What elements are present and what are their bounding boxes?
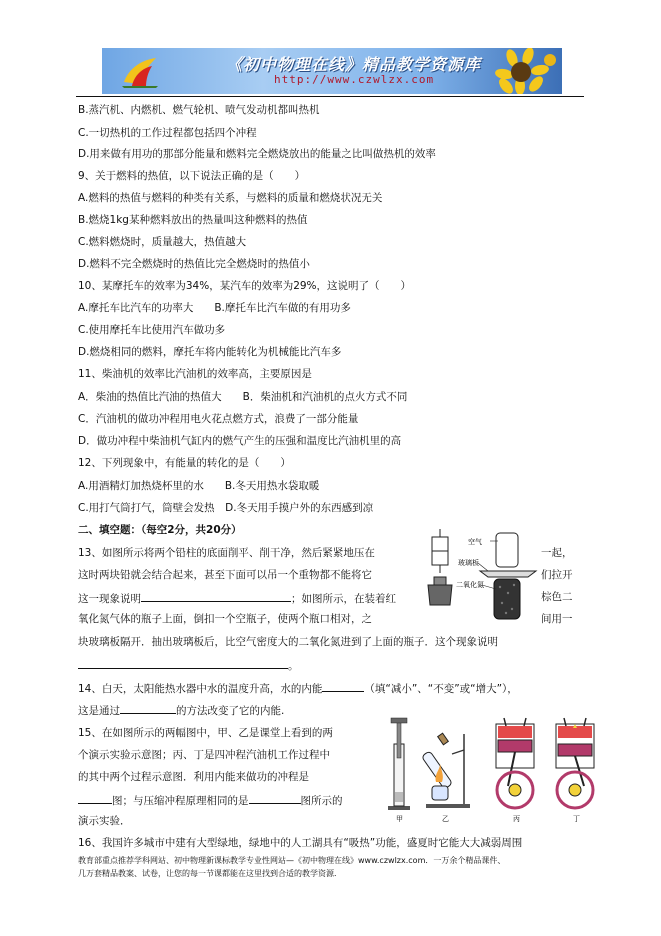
q14-line2: 这是通过 的方法改变了它的内能. <box>78 705 285 717</box>
fig15-jia-apparatus <box>388 718 410 810</box>
q13-line2: 这时两块铅就会结合起来，甚至下面可以吊一个重物都不能将它 <box>78 569 372 581</box>
q13-blank-2[interactable] <box>78 658 288 669</box>
q14-line1: 14、白天，太阳能热水器中水的温度升高，水的内能 （填“减小”、“不变”或“增大”）， <box>78 683 518 695</box>
question-line: 10、某摩托车的效率为34%，某汽车的效率为29%，这说明了（ ） <box>78 280 412 292</box>
question-line: D.用来做有用功的那部分能量和燃料完全燃烧放出的能量之比叫做热机的效率 <box>78 148 436 160</box>
sunflower-icon <box>490 48 560 94</box>
q13-blank-1[interactable] <box>141 591 291 602</box>
section-title: 二、填空题：（每空2分，共20分） <box>78 524 242 536</box>
q15-line4: 图；与压缩冲程原理相同的是 图所示的 <box>78 793 343 808</box>
question-line: 12、下列现象中，有能量的转化的是（ ） <box>78 457 291 469</box>
q15-line2: 个演示实验示意图；丙、丁是四冲程汽油机工作过程中 <box>78 749 330 761</box>
q15-blank-1[interactable] <box>78 793 112 804</box>
question-line: A.用酒精灯加热烧杯里的水 B.冬天用热水袋取暖 <box>78 480 320 492</box>
q15-blank-2[interactable] <box>249 793 301 804</box>
q13-line4-end: 间用一 <box>541 613 573 625</box>
question-line: D．做功冲程中柴油机气缸内的燃气产生的压强和温度比汽油机里的高 <box>78 435 402 447</box>
q13-line3-end: 棕色二 <box>541 591 573 603</box>
q13-line2-end: 们拉开 <box>541 569 573 581</box>
fig15-label-ding: 丁 <box>573 815 580 823</box>
fig13-label-no2: 二氧化氮 <box>456 581 484 589</box>
q14-blank-1[interactable] <box>322 681 364 692</box>
question-line: C.燃料燃烧时，质量越大，热值越大 <box>78 236 247 248</box>
header-url: http://www.czwlzx.com <box>274 73 435 86</box>
fig15-bing-engine <box>496 718 534 808</box>
header-title: 《初中物理在线》精品教学资源库 <box>226 55 482 74</box>
q15-line1: 15、在如图所示的两幅图中，甲、乙是课堂上看到的两 <box>78 727 333 739</box>
fig15-yi-apparatus <box>421 733 470 808</box>
q13-line3: 这一现象说明 ；如图所示，在装着红 <box>78 593 396 605</box>
q13-line4: 氧化氮气体的瓶子上面，倒扣一个空瓶子，使两个瓶口相对，之 <box>78 613 372 625</box>
footer-line1: 教育部重点推荐学科网站、初中物理新课标教学专业性网站—《初中物理在线》www.czwlzx.com．一万余个精品课件、 <box>78 856 506 865</box>
logo-icon <box>118 52 162 90</box>
question-line: 9、关于燃料的热值，以下说法正确的是（ ） <box>78 170 306 182</box>
question-line: 11、柴油机的效率比汽油机的效率高，主要原因是 <box>78 368 312 380</box>
figure-13 <box>418 527 540 625</box>
question-line: D.燃料不完全燃烧时的热值比完全燃烧时的热值小 <box>78 258 310 270</box>
q13-line1: 13、如图所示将两个铅柱的底面削平、削干净，然后紧紧地压在 <box>78 547 375 559</box>
q15-line5: 演示实验． <box>78 815 131 827</box>
fig15-label-bing: 丙 <box>513 815 520 823</box>
q13-line1-end: 一起， <box>541 547 573 559</box>
figure-15 <box>380 710 610 826</box>
fig15-label-jia: 甲 <box>396 815 403 823</box>
fig15-ding-engine <box>556 718 594 808</box>
q14-blank-2[interactable] <box>120 703 176 714</box>
question-line: A．柴油的热值比汽油的热值大 B．柴油机和汽油机的点火方式不同 <box>78 391 408 403</box>
fig13-label-glass: 玻璃板 <box>458 559 479 567</box>
header-banner <box>102 48 562 94</box>
q13-line6: 。 <box>78 658 299 673</box>
q16-line1: 16、我国许多城市中建有大型绿地，绿地中的人工湖具有“吸热”功能，盛夏时它能大大减弱周围 <box>78 837 523 849</box>
fig13-label-air: 空气 <box>468 538 482 546</box>
question-line: B.燃烧1kg某种燃料放出的热量叫这种燃料的热值 <box>78 214 308 226</box>
fig15-label-yi: 乙 <box>442 815 449 823</box>
question-line: A.摩托车比汽车的功率大 B.摩托车比汽车做的有用功多 <box>78 302 351 314</box>
q13-line5: 块玻璃板隔开．抽出玻璃板后，比空气密度大的二氧化氮进到了上面的瓶子．这个现象说明 <box>78 636 498 648</box>
question-line: B.蒸汽机、内燃机、燃气轮机、喷气发动机都叫热机 <box>78 104 320 116</box>
question-line: C.一切热机的工作过程都包括四个冲程 <box>78 127 257 139</box>
question-line: C．汽油机的做功冲程用电火花点燃方式，浪费了一部分能量 <box>78 413 359 425</box>
question-line: C.用打气筒打气，筒壁会发热 D.冬天用手摸户外的东西感到凉 <box>78 502 374 514</box>
question-line: A.燃料的热值与燃料的种类有关系，与燃料的质量和燃烧状况无关 <box>78 192 383 204</box>
q15-line3: 的其中两个过程示意图．利用内能来做功的冲程是 <box>78 771 309 783</box>
question-line: C.使用摩托车比使用汽车做功多 <box>78 324 226 336</box>
header-divider <box>76 96 584 97</box>
question-line: D.燃烧相同的燃料，摩托车将内能转化为机械能比汽车多 <box>78 346 342 358</box>
footer-line2: 几万套精品教案、试卷，让您的每一节课都能在这里找到合适的教学资源． <box>78 869 342 878</box>
